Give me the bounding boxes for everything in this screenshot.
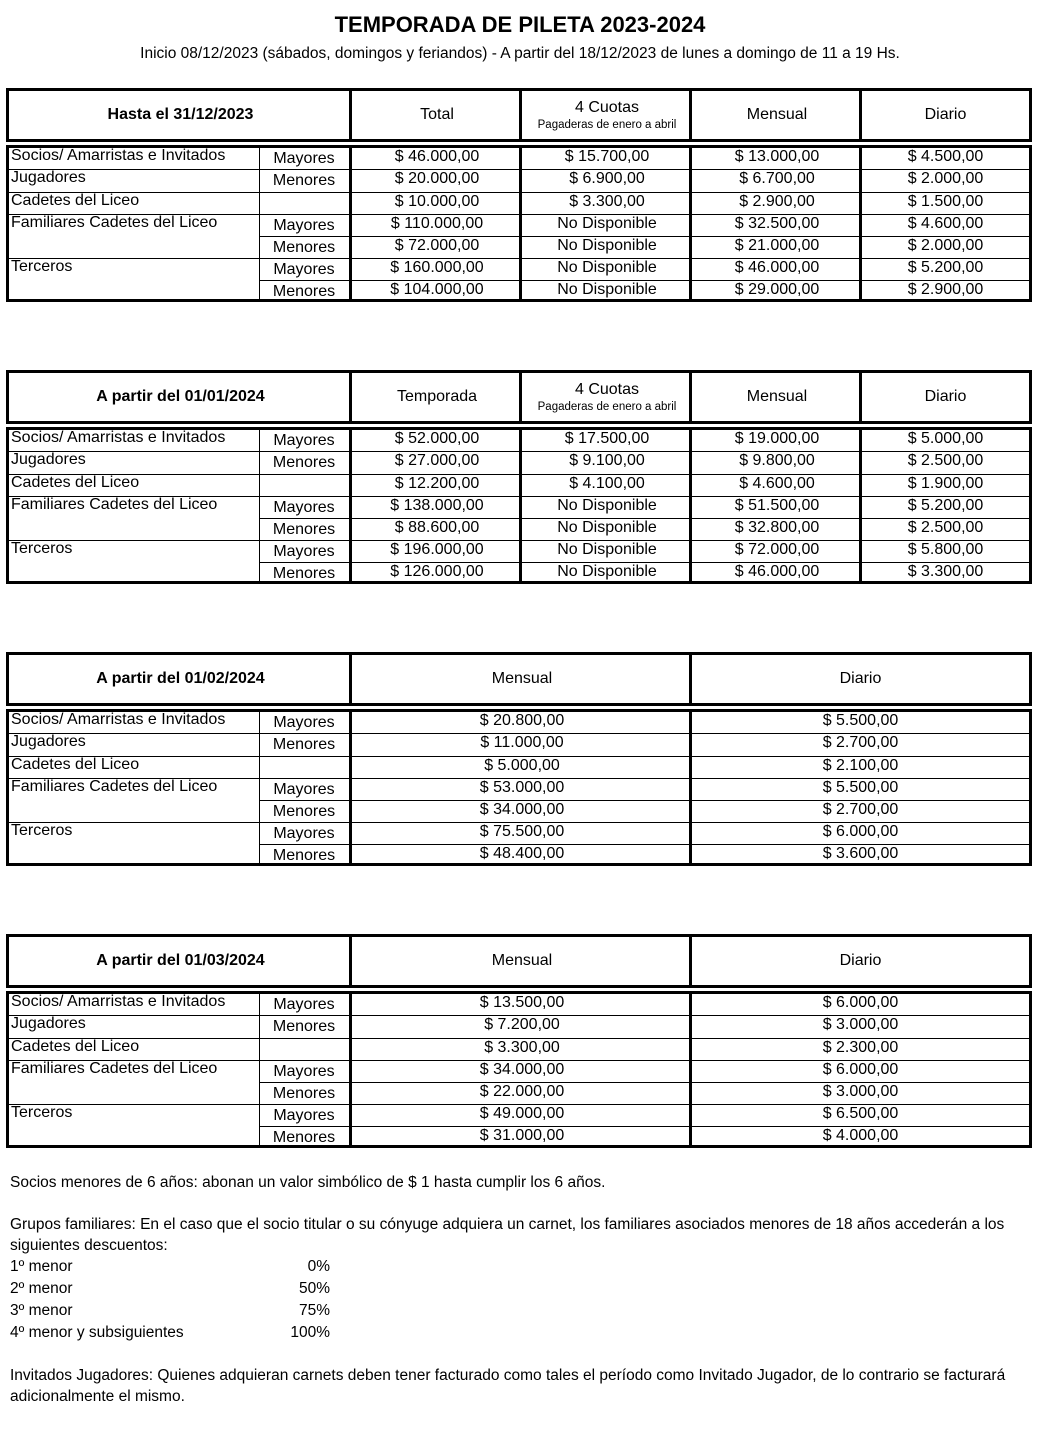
column-header bbox=[522, 373, 692, 421]
price-cell: $ 17.500,00 bbox=[564, 430, 650, 447]
price-cell: $ 6.500,00 bbox=[822, 1105, 899, 1122]
price-cell: $ 5.200,00 bbox=[907, 497, 984, 514]
price-cell: No Disponible bbox=[557, 237, 657, 254]
price-cell: $ 4.600,00 bbox=[739, 475, 815, 492]
row-category: Jugadores bbox=[11, 1015, 86, 1032]
row-age-group: Menores bbox=[272, 1085, 336, 1102]
row-age-group: Menores bbox=[272, 1018, 336, 1035]
row-category: Jugadores bbox=[11, 451, 86, 468]
price-cell: No Disponible bbox=[557, 497, 657, 514]
price-cell: $ 4.100,00 bbox=[569, 475, 645, 492]
column-header bbox=[692, 373, 862, 421]
table-header bbox=[6, 934, 1032, 988]
price-cell: $ 2.300,00 bbox=[822, 1039, 899, 1056]
row-age-group: Menores bbox=[272, 565, 336, 582]
price-cell: $ 5.500,00 bbox=[822, 712, 899, 729]
price-cell: $ 3.300,00 bbox=[907, 563, 984, 580]
row-age-group: Mayores bbox=[273, 217, 335, 234]
price-cell: $ 88.600,00 bbox=[394, 519, 480, 536]
row-category: Familiares Cadetes del Liceo bbox=[11, 214, 218, 231]
price-cell: $ 53.000,00 bbox=[479, 779, 565, 796]
price-cell: $ 2.100,00 bbox=[822, 757, 899, 774]
price-cell: $ 3.000,00 bbox=[822, 1083, 899, 1100]
row-category: Socios/ Amarristas e Invitados bbox=[11, 147, 226, 164]
discount-value: 75% bbox=[298, 1302, 330, 1319]
price-cell: $ 1.900,00 bbox=[907, 475, 984, 492]
price-cell: No Disponible bbox=[557, 519, 657, 536]
price-table bbox=[6, 370, 1032, 584]
row-age-group: Mayores bbox=[273, 825, 335, 842]
price-cell: $ 3.000,00 bbox=[822, 1016, 899, 1033]
price-cell: $ 3.300,00 bbox=[569, 193, 645, 210]
row-category: Familiares Cadetes del Liceo bbox=[11, 1060, 218, 1077]
row-age-group: Menores bbox=[272, 736, 336, 753]
discount-item bbox=[10, 1256, 1030, 1278]
row-category: Socios/ Amarristas e Invitados bbox=[11, 993, 226, 1010]
row-age-group: Mayores bbox=[273, 543, 335, 560]
discount-label: 1º menor bbox=[10, 1258, 73, 1275]
price-cell: $ 34.000,00 bbox=[479, 1061, 565, 1078]
discount-value: 50% bbox=[298, 1280, 330, 1297]
note-family-groups: Grupos familiares: En el caso que el socio titular o su cónyuge adquiera un carnet, los familiares asociados menores de 18 años accederán a los siguientes descuentos: bbox=[10, 1216, 1005, 1254]
column-header-label: Diario bbox=[839, 952, 882, 969]
price-cell: $ 5.500,00 bbox=[822, 779, 899, 796]
price-cell: $ 160.000,00 bbox=[390, 259, 484, 276]
row-age-group: Menores bbox=[272, 847, 336, 864]
price-cell: No Disponible bbox=[557, 563, 657, 580]
price-cell: $ 126.000,00 bbox=[390, 563, 484, 580]
discount-list bbox=[10, 1256, 1030, 1344]
price-cell: $ 2.500,00 bbox=[907, 519, 984, 536]
price-cell: $ 9.800,00 bbox=[739, 452, 815, 469]
price-cell: $ 5.000,00 bbox=[484, 757, 560, 774]
price-cell: $ 72.000,00 bbox=[394, 237, 480, 254]
price-cell: $ 6.900,00 bbox=[569, 170, 645, 187]
price-table bbox=[6, 652, 1032, 866]
column-header-label: Total bbox=[420, 106, 454, 123]
row-category: Cadetes del Liceo bbox=[11, 474, 140, 491]
price-cell: $ 5.200,00 bbox=[907, 259, 984, 276]
discount-value: 0% bbox=[307, 1258, 330, 1275]
row-category: Cadetes del Liceo bbox=[11, 192, 140, 209]
column-header-label: 4 Cuotas bbox=[574, 99, 640, 116]
row-category: Jugadores bbox=[11, 169, 86, 186]
price-cell: $ 4.600,00 bbox=[907, 215, 984, 232]
note-guest-players: Invitados Jugadores: Quienes adquieran carnets deben tener facturado como tales el período como Invitado Jugador, de lo contrario se facturará adicionalmente el mismo. bbox=[10, 1367, 1006, 1405]
price-cell: $ 51.500,00 bbox=[734, 497, 820, 514]
row-age-group: Menores bbox=[272, 1129, 336, 1146]
price-cell: $ 21.000,00 bbox=[734, 237, 820, 254]
discount-item bbox=[10, 1300, 1030, 1322]
price-cell: $ 2.000,00 bbox=[907, 237, 984, 254]
column-header bbox=[862, 373, 1029, 421]
discount-label: 2º menor bbox=[10, 1280, 73, 1297]
table-body bbox=[6, 427, 1032, 584]
table-header bbox=[6, 88, 1032, 142]
price-cell: $ 110.000,00 bbox=[390, 215, 484, 232]
row-age-group: Mayores bbox=[273, 150, 335, 167]
column-header bbox=[352, 655, 692, 703]
price-table bbox=[6, 88, 1032, 302]
price-cell: $ 20.000,00 bbox=[394, 170, 480, 187]
price-cell: $ 9.100,00 bbox=[569, 452, 645, 469]
row-age-group: Mayores bbox=[273, 996, 335, 1013]
price-cell: $ 7.200,00 bbox=[484, 1016, 560, 1033]
price-cell: $ 48.400,00 bbox=[479, 845, 565, 862]
row-age-group: Menores bbox=[272, 239, 336, 256]
column-header bbox=[692, 655, 1029, 703]
row-category: Cadetes del Liceo bbox=[11, 1038, 140, 1055]
column-header bbox=[352, 373, 522, 421]
price-cell: $ 31.000,00 bbox=[479, 1127, 565, 1144]
period-header: Hasta el 31/12/2023 bbox=[107, 106, 254, 123]
period-header: A partir del 01/03/2024 bbox=[96, 952, 265, 969]
price-cell: $ 6.000,00 bbox=[822, 1061, 899, 1078]
column-header-label: Mensual bbox=[746, 388, 808, 405]
table-header bbox=[6, 370, 1032, 424]
price-cell: $ 1.500,00 bbox=[907, 193, 984, 210]
row-category: Cadetes del Liceo bbox=[11, 756, 140, 773]
row-category: Familiares Cadetes del Liceo bbox=[11, 496, 218, 513]
price-cell: $ 5.000,00 bbox=[907, 430, 984, 447]
row-age-group: Mayores bbox=[273, 432, 335, 449]
price-cell: $ 10.000,00 bbox=[394, 193, 480, 210]
row-age-group: Mayores bbox=[273, 261, 335, 278]
price-cell: $ 12.200,00 bbox=[394, 475, 480, 492]
price-cell: $ 32.500,00 bbox=[734, 215, 820, 232]
price-cell: $ 138.000,00 bbox=[390, 497, 484, 514]
row-category: Jugadores bbox=[11, 733, 86, 750]
price-cell: $ 6.000,00 bbox=[822, 823, 899, 840]
price-cell: $ 2.900,00 bbox=[739, 193, 815, 210]
price-cell: $ 2.000,00 bbox=[907, 170, 984, 187]
column-header-label: Mensual bbox=[491, 670, 553, 687]
notes-section bbox=[10, 1172, 1030, 1407]
column-header bbox=[692, 937, 1029, 985]
column-header-label: Mensual bbox=[746, 106, 808, 123]
price-cell: No Disponible bbox=[557, 215, 657, 232]
row-age-group: Mayores bbox=[273, 714, 335, 731]
discount-item bbox=[10, 1278, 1030, 1300]
price-cell: $ 4.500,00 bbox=[907, 148, 984, 165]
price-cell: $ 6.000,00 bbox=[822, 994, 899, 1011]
price-cell: $ 11.000,00 bbox=[480, 734, 564, 751]
price-cell: No Disponible bbox=[557, 541, 657, 558]
price-cell: No Disponible bbox=[557, 281, 657, 298]
price-cell: $ 13.500,00 bbox=[479, 994, 565, 1011]
row-category: Terceros bbox=[11, 540, 73, 557]
price-cell: $ 4.000,00 bbox=[822, 1127, 899, 1144]
price-cell: $ 3.600,00 bbox=[822, 845, 899, 862]
period-header: A partir del 01/01/2024 bbox=[96, 388, 265, 405]
price-cell: $ 75.500,00 bbox=[479, 823, 565, 840]
discount-label: 3º menor bbox=[10, 1302, 73, 1319]
price-cell: $ 13.000,00 bbox=[734, 148, 820, 165]
column-header bbox=[352, 937, 692, 985]
price-cell: $ 6.700,00 bbox=[739, 170, 815, 187]
column-header-label: Diario bbox=[924, 106, 967, 123]
price-cell: $ 2.700,00 bbox=[822, 734, 899, 751]
page-subtitle: Inicio 08/12/2023 (sábados, domingos y feriandos) - A partir del 18/12/2023 de lunes a domingo de 11 a 19 Hs. bbox=[140, 45, 900, 62]
row-category: Terceros bbox=[11, 258, 73, 275]
price-cell: $ 46.000,00 bbox=[734, 259, 820, 276]
price-cell: $ 52.000,00 bbox=[394, 430, 480, 447]
price-cell: $ 46.000,00 bbox=[734, 563, 820, 580]
column-header-sublabel: Pagaderas de enero a abril bbox=[537, 119, 677, 131]
row-age-group: Menores bbox=[272, 803, 336, 820]
row-age-group: Menores bbox=[272, 454, 336, 471]
column-header-sublabel: Pagaderas de enero a abril bbox=[537, 401, 677, 413]
table-body bbox=[6, 991, 1032, 1148]
table-body bbox=[6, 709, 1032, 866]
column-header-label: Diario bbox=[924, 388, 967, 405]
row-category: Terceros bbox=[11, 822, 73, 839]
column-header-label: Mensual bbox=[491, 952, 553, 969]
row-category: Terceros bbox=[11, 1104, 73, 1121]
price-cell: $ 2.500,00 bbox=[907, 452, 984, 469]
row-age-group: Mayores bbox=[273, 499, 335, 516]
page-title: TEMPORADA DE PILETA 2023-2024 bbox=[334, 12, 706, 37]
row-age-group: Menores bbox=[272, 172, 336, 189]
price-cell: $ 22.000,00 bbox=[479, 1083, 565, 1100]
price-cell: $ 15.700,00 bbox=[564, 148, 650, 165]
row-age-group: Menores bbox=[272, 521, 336, 538]
column-header bbox=[522, 91, 692, 139]
column-header-label: Temporada bbox=[396, 388, 478, 405]
table-header bbox=[6, 652, 1032, 706]
price-cell: $ 104.000,00 bbox=[390, 281, 484, 298]
price-cell: $ 46.000,00 bbox=[394, 148, 480, 165]
row-category: Socios/ Amarristas e Invitados bbox=[11, 429, 226, 446]
price-cell: $ 3.300,00 bbox=[484, 1039, 560, 1056]
note-symbolic: Socios menores de 6 años: abonan un valor simbólico de $ 1 hasta cumplir los 6 años. bbox=[10, 1174, 606, 1191]
period-header: A partir del 01/02/2024 bbox=[96, 670, 265, 687]
column-header bbox=[352, 91, 522, 139]
price-cell: $ 34.000,00 bbox=[479, 801, 565, 818]
row-age-group: Menores bbox=[272, 283, 336, 300]
price-cell: $ 19.000,00 bbox=[734, 430, 820, 447]
price-cell: $ 72.000,00 bbox=[734, 541, 820, 558]
discount-label: 4º menor y subsiguientes bbox=[10, 1324, 184, 1341]
row-age-group: Mayores bbox=[273, 781, 335, 798]
price-cell: $ 49.000,00 bbox=[479, 1105, 565, 1122]
column-header-label: 4 Cuotas bbox=[574, 381, 640, 398]
price-cell: $ 27.000,00 bbox=[394, 452, 480, 469]
row-category: Socios/ Amarristas e Invitados bbox=[11, 711, 226, 728]
row-category: Familiares Cadetes del Liceo bbox=[11, 778, 218, 795]
price-cell: $ 2.700,00 bbox=[822, 801, 899, 818]
row-age-group: Mayores bbox=[273, 1063, 335, 1080]
table-body bbox=[6, 145, 1032, 302]
price-cell: $ 20.800,00 bbox=[479, 712, 565, 729]
column-header-label: Diario bbox=[839, 670, 882, 687]
price-table bbox=[6, 934, 1032, 1148]
price-cell: $ 29.000,00 bbox=[734, 281, 820, 298]
discount-value: 100% bbox=[290, 1324, 330, 1341]
price-cell: $ 196.000,00 bbox=[390, 541, 484, 558]
price-cell: $ 5.800,00 bbox=[907, 541, 984, 558]
price-cell: $ 32.800,00 bbox=[734, 519, 820, 536]
column-header bbox=[862, 91, 1029, 139]
column-header bbox=[692, 91, 862, 139]
price-cell: $ 2.900,00 bbox=[907, 281, 984, 298]
price-cell: No Disponible bbox=[557, 259, 657, 276]
discount-item bbox=[10, 1322, 1030, 1344]
row-age-group: Mayores bbox=[273, 1107, 335, 1124]
